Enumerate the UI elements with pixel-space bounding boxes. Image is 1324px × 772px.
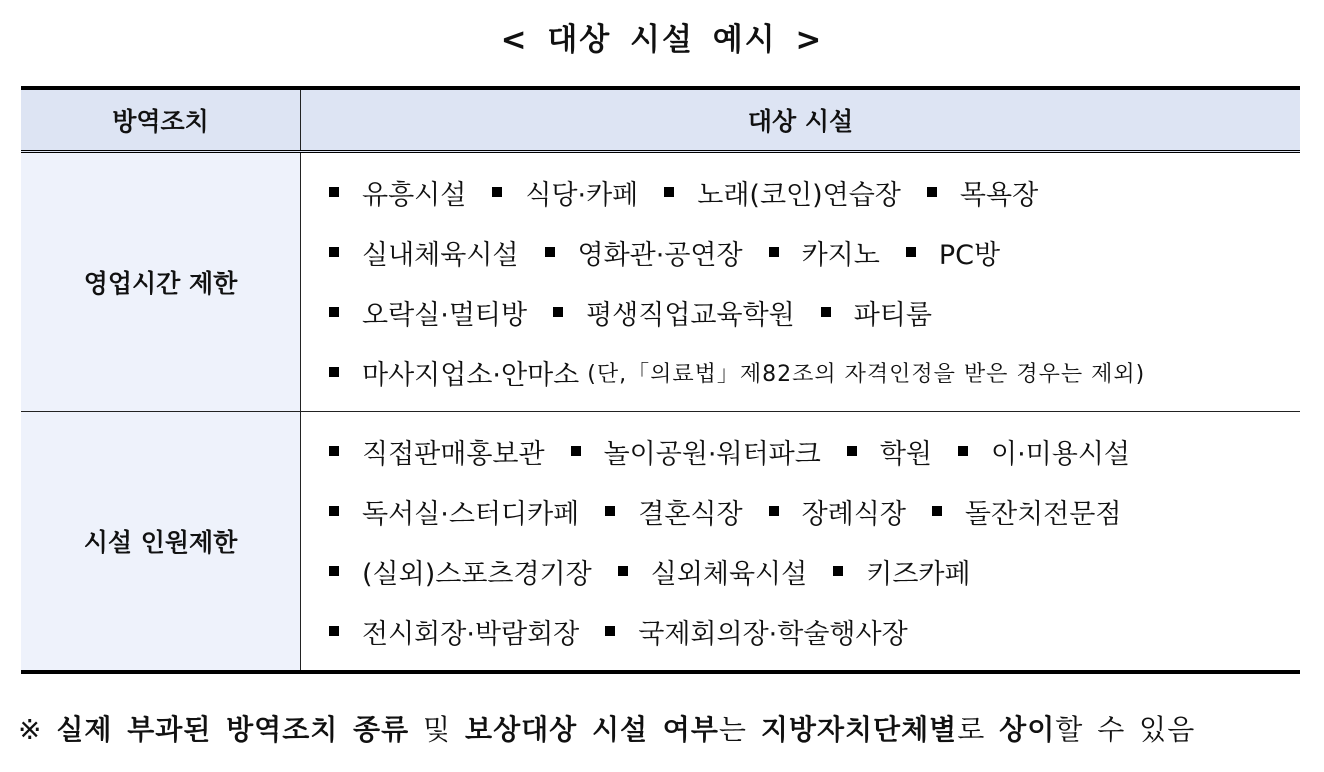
list-item: PC방 [906, 233, 1000, 272]
list-item: 결혼식장 [605, 492, 742, 531]
square-bullet-icon [329, 566, 339, 576]
header-measure: 방역조치 [21, 88, 301, 152]
square-bullet-icon [958, 446, 968, 456]
list-item: 돌잔치전문점 [932, 492, 1122, 531]
row-label: 시설 인원제한 [21, 412, 301, 673]
list-item: 직접판매홍보관 [329, 432, 545, 471]
list-item: 마사지업소·안마소 (단,「의료법」제82조의 자격인정을 받은 경우는 제외) [329, 353, 1145, 392]
facility-line [329, 601, 1300, 661]
list-item: 파티룸 [821, 293, 932, 332]
square-bullet-icon [492, 187, 502, 197]
square-bullet-icon [664, 187, 674, 197]
square-bullet-icon [618, 566, 628, 576]
list-item: 독서실·스터디카페 [329, 492, 579, 531]
facility-list [301, 412, 1301, 673]
square-bullet-icon [329, 626, 339, 636]
square-bullet-icon [553, 307, 563, 317]
square-bullet-icon [932, 506, 942, 516]
list-item: 키즈카페 [833, 552, 970, 591]
facility-line [329, 222, 1300, 282]
list-item: 식당·카페 [492, 173, 638, 212]
square-bullet-icon [329, 446, 339, 456]
square-bullet-icon [833, 566, 843, 576]
list-item: 전시회장·박람회장 [329, 612, 579, 651]
square-bullet-icon [571, 446, 581, 456]
list-item: 카지노 [769, 233, 880, 272]
facility-table [21, 86, 1300, 674]
square-bullet-icon [329, 307, 339, 317]
exception-note: (단,「의료법」제82조의 자격인정을 받은 경우는 제외) [587, 361, 1146, 387]
square-bullet-icon [769, 506, 779, 516]
list-item: 평생직업교육학원 [553, 293, 795, 332]
list-item: 국제회의장·학술행사장 [605, 612, 907, 651]
square-bullet-icon [605, 626, 615, 636]
list-item: 이·미용시설 [958, 432, 1130, 471]
list-item: 목욕장 [927, 173, 1038, 212]
list-item: (실외)스포츠경기장 [329, 552, 592, 591]
list-item: 노래(코인)연습장 [664, 173, 901, 212]
square-bullet-icon [906, 247, 916, 257]
list-item: 학원 [847, 432, 932, 471]
square-bullet-icon [769, 247, 779, 257]
list-item: 영화관·공연장 [545, 233, 743, 272]
list-item: 실외체육시설 [618, 552, 808, 591]
square-bullet-icon [545, 247, 555, 257]
facility-line [329, 282, 1300, 342]
facility-list [301, 152, 1301, 412]
list-item: 실내체육시설 [329, 233, 519, 272]
facility-line [329, 342, 1300, 402]
square-bullet-icon [821, 307, 831, 317]
list-item: 유흥시설 [329, 173, 466, 212]
table-row [21, 152, 1300, 412]
square-bullet-icon [329, 367, 339, 377]
square-bullet-icon [329, 247, 339, 257]
facility-line [329, 421, 1300, 481]
square-bullet-icon [927, 187, 937, 197]
facility-line [329, 541, 1300, 601]
table-header-row [21, 88, 1300, 152]
square-bullet-icon [605, 506, 615, 516]
section-title: < 대상 시설 예시 > [500, 22, 824, 58]
square-bullet-icon [847, 446, 857, 456]
list-item: 오락실·멀티방 [329, 293, 527, 332]
header-facilities: 대상 시설 [301, 88, 1301, 152]
table-row [21, 412, 1300, 673]
footnote: ※ 실제 부과된 방역조치 종류 및 보상대상 시설 여부는 지방자치단체별로 상이할 수 있음 [18, 713, 1196, 746]
list-item: 놀이공원·워터파크 [571, 432, 821, 471]
list-item: 장례식장 [769, 492, 906, 531]
facility-line [329, 162, 1300, 222]
square-bullet-icon [329, 506, 339, 516]
reference-mark-icon: ※ [18, 713, 43, 746]
facility-line [329, 481, 1300, 541]
row-label: 영업시간 제한 [21, 152, 301, 412]
square-bullet-icon [329, 187, 339, 197]
